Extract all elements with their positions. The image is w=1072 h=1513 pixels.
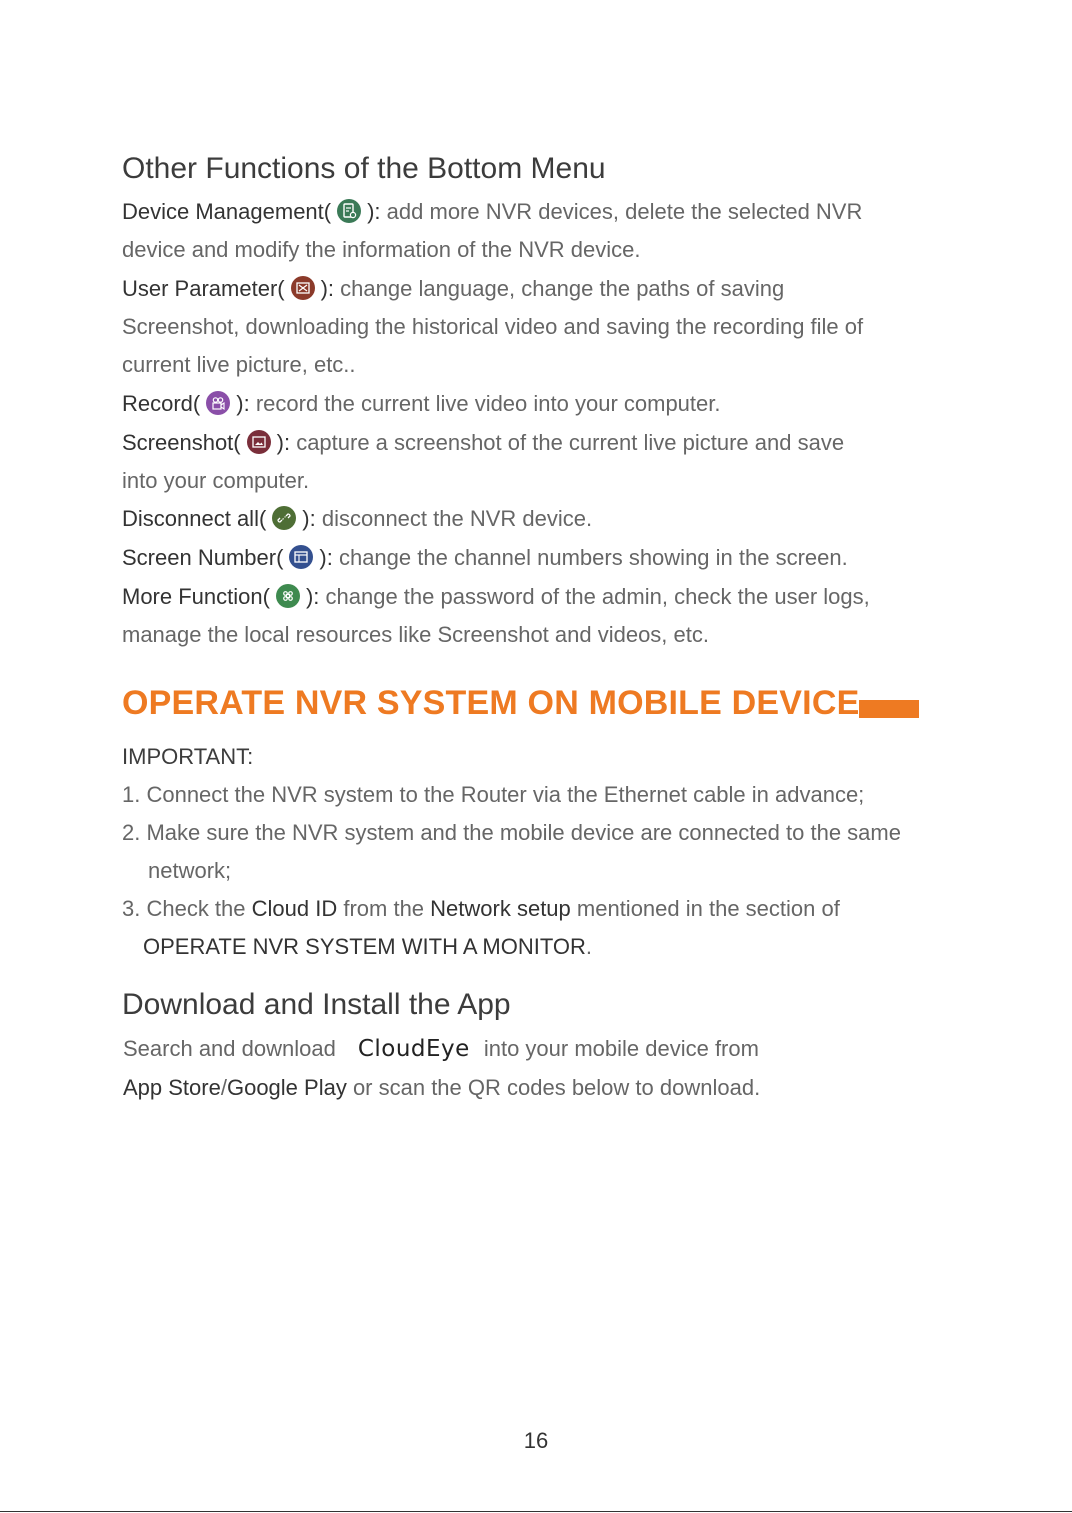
device-management-term: Device Management(	[122, 199, 332, 224]
download-scan-text: or scan the QR codes below to download.	[346, 1075, 761, 1100]
important-item-1: 1. Connect the NVR system to the Router via the Ethernet cable in advance;	[122, 782, 865, 807]
more-function-desc: change the password of the admin, check the user logs,	[319, 584, 870, 609]
record-desc: record the current live video into your computer.	[249, 391, 721, 416]
more-function-icon	[276, 584, 300, 608]
important-item-2-cont: network;	[148, 858, 232, 883]
user-parameter-close: ):	[320, 276, 335, 301]
item3-middle: from the	[337, 896, 431, 921]
important-item-3-cont	[143, 933, 592, 961]
device-management-desc: add more NVR devices, delete the selected NVR	[380, 199, 863, 224]
disconnect-desc: disconnect the NVR device.	[315, 506, 593, 531]
network-setup-term: Network setup	[430, 896, 571, 921]
cloud-id-term: Cloud ID	[251, 896, 338, 921]
record-term: Record(	[122, 391, 201, 416]
device-management-close: ):	[367, 199, 381, 224]
important-item-3	[122, 895, 840, 923]
user-parameter-icon	[291, 276, 315, 300]
disconnect-term: Disconnect all(	[122, 506, 267, 531]
disconnect-entry	[122, 505, 592, 533]
screenshot-term: Screenshot(	[122, 430, 241, 455]
user-parameter-desc-cont: Screenshot, downloading the historical video and saving the recording file of	[122, 314, 864, 339]
download-into-text: into your mobile device from	[483, 1036, 759, 1061]
download-search-text: Search and download	[123, 1036, 336, 1061]
more-function-term: More Function(	[122, 584, 270, 609]
record-close: ):	[236, 391, 250, 416]
page-number: 16	[523, 1428, 549, 1453]
app-name: CloudEye	[357, 1036, 470, 1062]
item3-period: .	[585, 934, 593, 959]
screen-number-close: ):	[319, 545, 333, 570]
screenshot-desc: capture a screenshot of the current live picture and save	[290, 430, 845, 455]
record-entry	[122, 390, 721, 418]
download-line-2	[123, 1074, 760, 1102]
screen-number-term: Screen Number(	[122, 545, 284, 570]
disconnect-close: ):	[302, 506, 316, 531]
monitor-section-reference: OPERATE NVR SYSTEM WITH A MONITOR	[143, 934, 586, 959]
device-management-icon	[337, 199, 361, 223]
store-separator: /	[220, 1075, 227, 1100]
disconnect-icon	[272, 506, 296, 530]
screenshot-entry	[122, 429, 844, 457]
app-store-term: App Store	[123, 1075, 221, 1100]
device-management-desc-cont: device and modify the information of the NVR device.	[122, 237, 641, 262]
important-item-2: 2. Make sure the NVR system and the mobile device are connected to the same	[122, 820, 901, 845]
google-play-term: Google Play	[226, 1075, 347, 1100]
bottom-menu-heading: Other Functions of the Bottom Menu	[122, 152, 606, 185]
bottom-divider	[0, 1511, 1072, 1512]
item3-prefix: 3. Check the	[122, 896, 252, 921]
heading-accent-bar	[859, 700, 919, 718]
download-line-1	[123, 1035, 759, 1063]
more-function-desc-cont: manage the local resources like Screenshot and videos, etc.	[122, 622, 709, 647]
item3-suffix: mentioned in the section of	[570, 896, 840, 921]
user-parameter-entry	[122, 275, 784, 303]
user-parameter-term: User Parameter(	[122, 276, 285, 301]
screen-number-icon	[289, 545, 313, 569]
important-label: IMPORTANT:	[122, 744, 254, 769]
more-function-entry	[122, 583, 870, 611]
mobile-section-heading: OPERATE NVR SYSTEM ON MOBILE DEVICE	[122, 684, 860, 722]
screenshot-close: ):	[276, 430, 291, 455]
screenshot-desc-cont: into your computer.	[122, 468, 310, 493]
user-parameter-desc: change language, change the paths of saving	[334, 276, 785, 301]
user-parameter-desc-cont2: current live picture, etc..	[122, 352, 356, 377]
download-heading: Download and Install the App	[122, 988, 511, 1021]
more-function-close: ):	[305, 584, 320, 609]
screen-number-desc: change the channel numbers showing in the screen.	[332, 545, 848, 570]
screenshot-icon	[247, 430, 271, 454]
device-management-entry	[122, 198, 862, 226]
screen-number-entry	[122, 544, 848, 572]
record-icon	[206, 391, 230, 415]
